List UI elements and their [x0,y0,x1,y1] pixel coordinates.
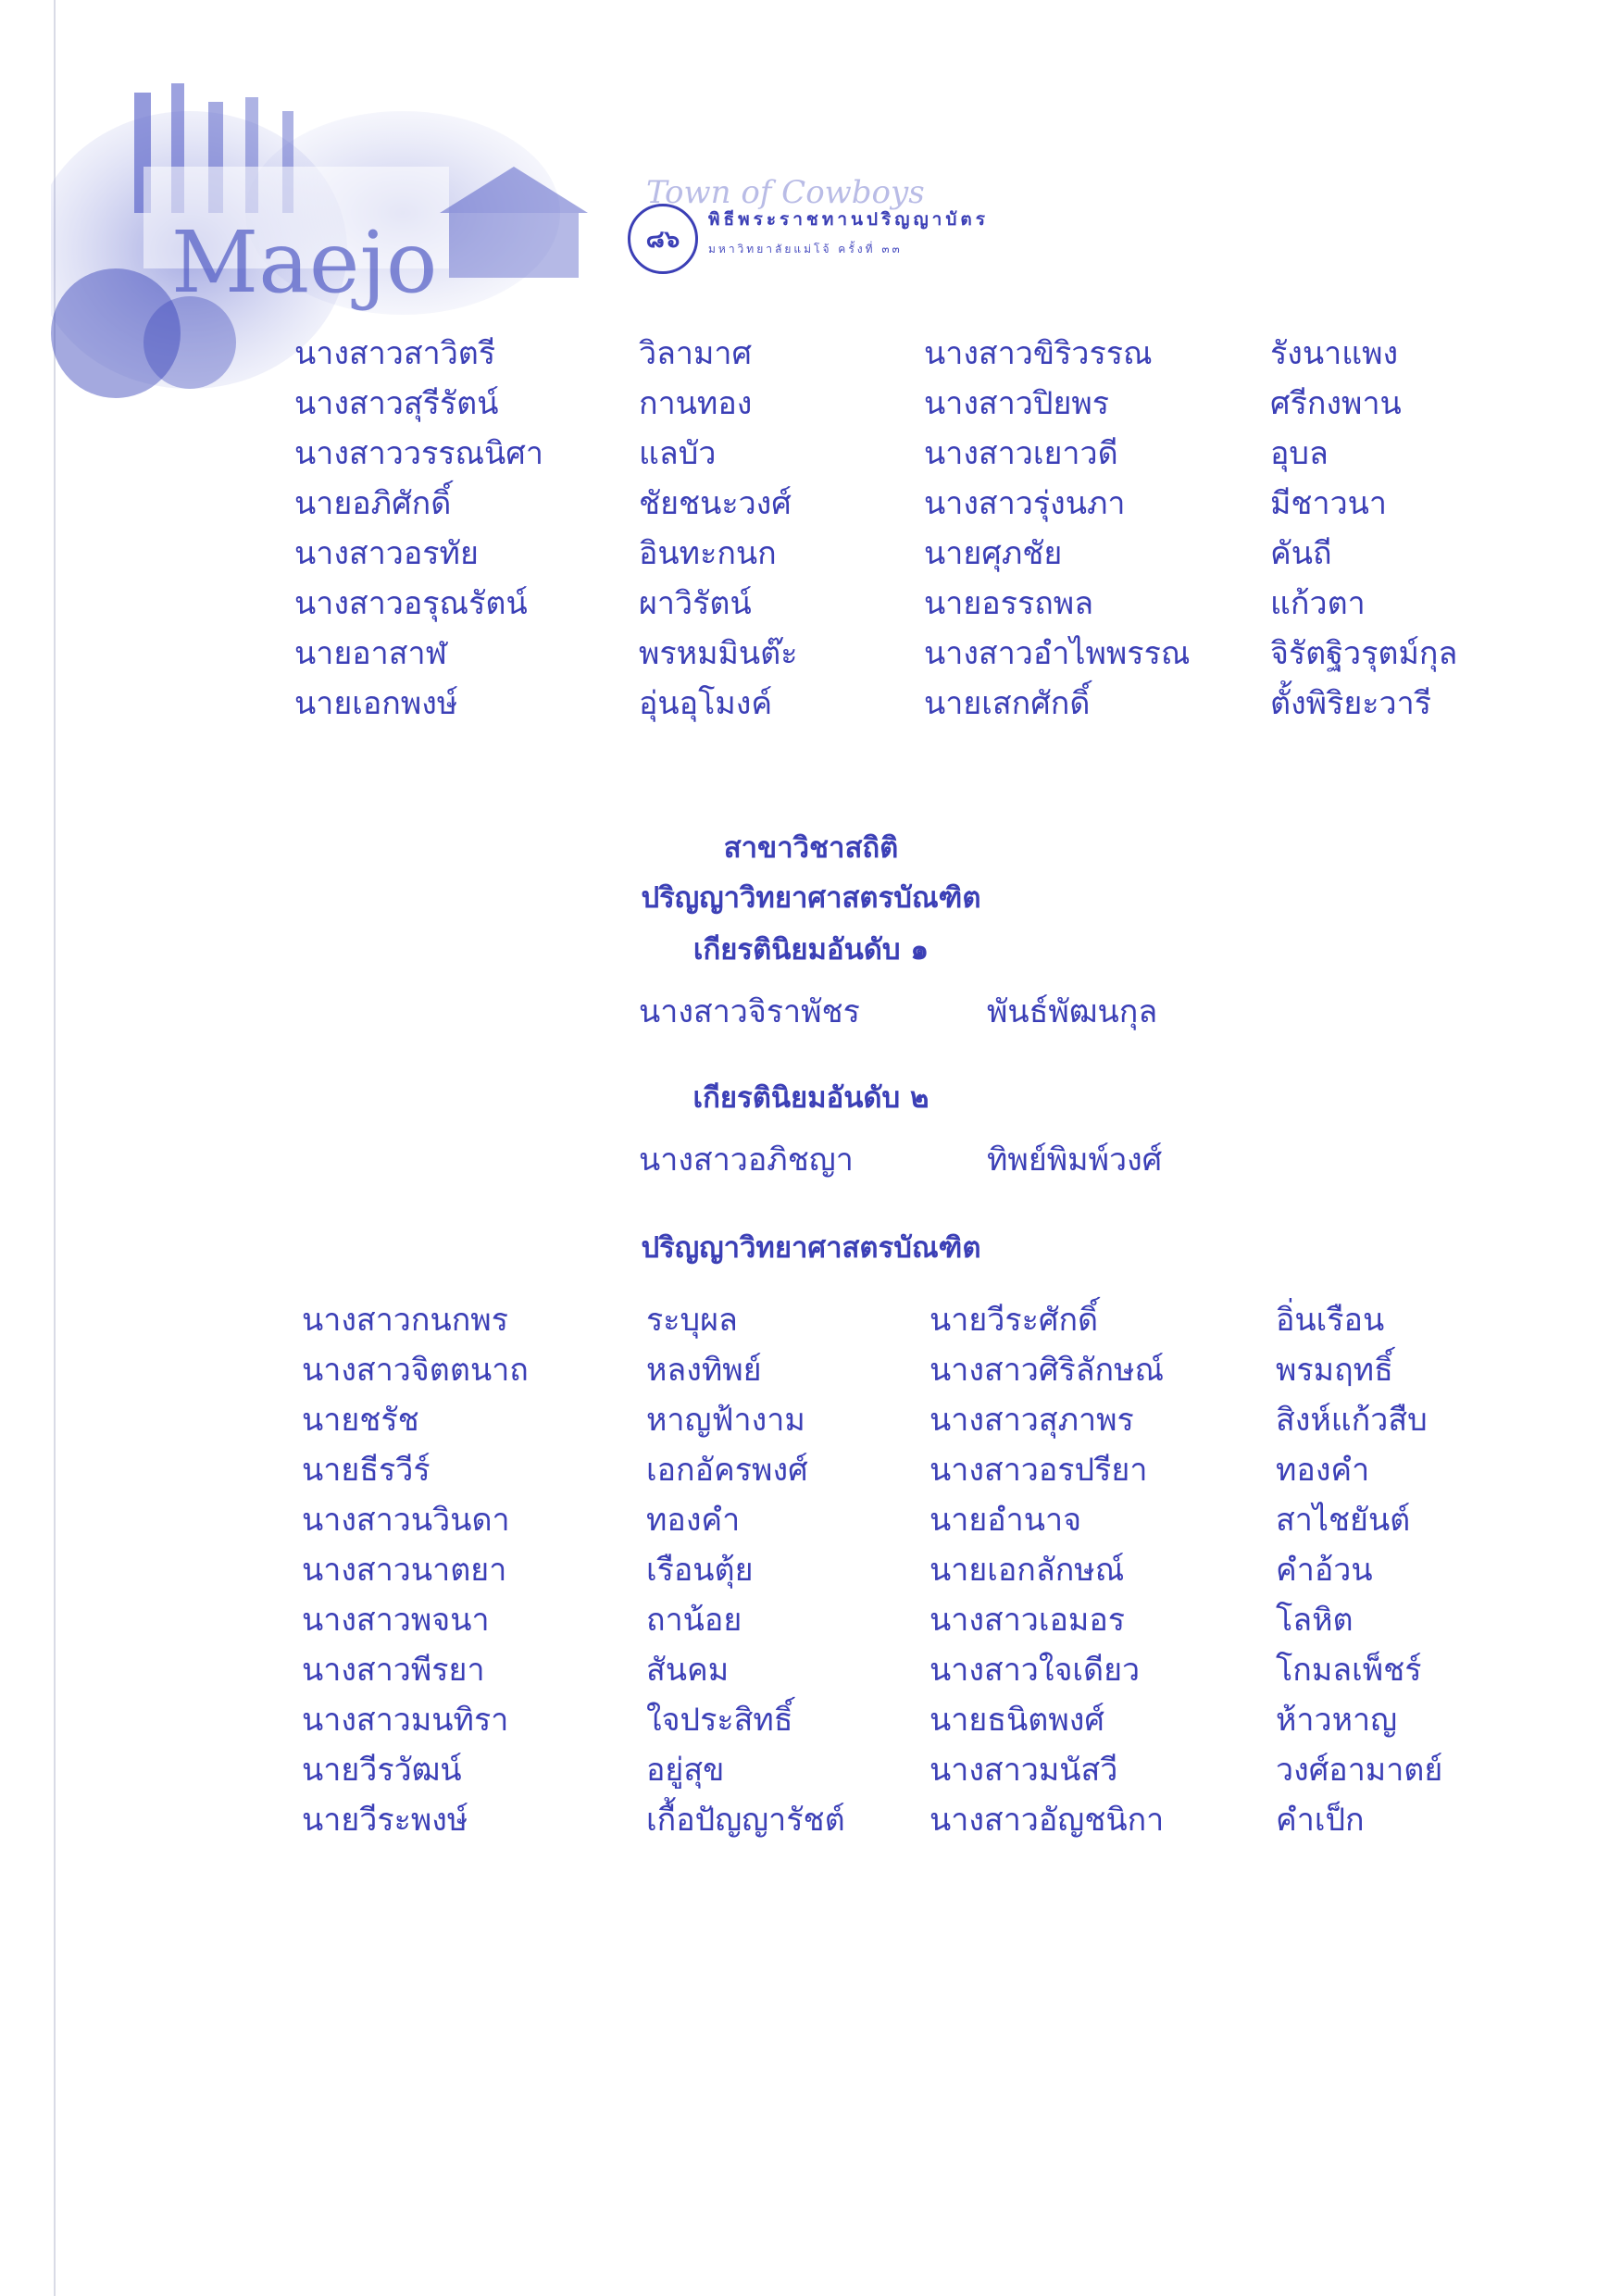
last-name: ตั้งพิริยะวารี [1270,685,1431,722]
first-name: นายวีระพงษ์ [302,1802,468,1839]
first-name: นางสาวรุ่งนภา [924,485,1126,522]
degree-heading: ปริญญาวิทยาศาสตรบัณฑิต [641,881,981,915]
first-name: นางสาวอรุณรัตน์ [294,585,528,622]
first-name: นายวีระศักดิ์ [930,1302,1099,1339]
last-name: มีชาวนา [1270,485,1388,522]
first-name: นางสาวพีรยา [302,1652,485,1689]
first-name: นางสาวเอมอร [930,1602,1126,1639]
honor1-heading: เกียรตินิยมอันดับ ๑ [692,933,930,967]
first-name: นางสาวจิตตนาถ [302,1352,529,1389]
last-name: สาไชยันต์ [1276,1502,1411,1539]
first-name: นางสาวปิยพร [924,385,1110,422]
first-name: นางสาวอัญชนิกา [930,1802,1165,1839]
last-name: สันคม [646,1652,730,1689]
first-name: นางสาวนวินดา [302,1502,510,1539]
last-name: โกมลเพ็ชร์ [1276,1652,1422,1689]
first-name: นายเอกพงษ์ [294,685,458,722]
page-number: ๘๖ [645,225,680,254]
last-name: ใจประสิทธิ์ [646,1702,793,1739]
last-name: คำอ้วน [1276,1552,1373,1589]
first-name: นายเอกลักษณ์ [930,1552,1125,1589]
first-name: นางสาวศิริลักษณ์ [930,1352,1165,1389]
first-name: นายวีรวัฒน์ [302,1752,462,1789]
first-name: นางสาวสุภาพร [930,1402,1134,1439]
first-name: นางสาวสุรีรัตน์ [294,385,499,422]
last-name: หลงทิพย์ [646,1352,762,1389]
last-name: รังนาแพง [1270,335,1399,372]
header-title: พิธีพระราชทานปริญญาบัตร [708,209,989,230]
first-name: นางสาวมนทิรา [302,1702,509,1739]
banner-script-text: Town of Cowboys [646,174,925,211]
honor2-heading: เกียรตินิยมอันดับ ๒ [692,1081,930,1115]
last-name: พรหมมินต๊ะ [639,635,798,672]
first-name: นางสาวอรทัย [294,535,479,572]
last-name: ระบุผล [646,1302,738,1339]
last-name: หาญฟ้างาม [646,1402,805,1439]
last-name: แลบัว [639,435,717,472]
last-name: วงศ์อามาตย์ [1276,1752,1443,1789]
last-name: เอกอัครพงศ์ [646,1452,808,1489]
first-name: นายอำนาจ [930,1502,1082,1539]
first-name: นายศุภชัย [924,535,1063,572]
first-name: นางสาวใจเดียว [930,1652,1141,1689]
last-name: อุบล [1270,435,1329,472]
first-name: นางสาวมนัสวี [930,1752,1118,1789]
honor2-first-name: นางสาวอภิชญา [639,1142,854,1179]
last-name: อินทะกนก [639,535,777,572]
first-name: นางสาวอำไพพรรณ [924,635,1191,672]
first-name: นางสาวเยาวดี [924,435,1118,472]
last-name: แก้วตา [1270,585,1366,622]
last-name: กานทอง [639,385,753,422]
last-name: ถาน้อย [646,1602,742,1639]
first-name: นางสาววรรณนิศา [294,435,543,472]
first-name: นางสาวนาตยา [302,1552,507,1589]
last-name: พรมฤทธิ์ [1276,1352,1393,1389]
first-name: นายอภิศักดิ์ [294,485,452,522]
first-name: นางสาวพจนา [302,1602,490,1639]
honor2-last-name: ทิพย์พิมพ์วงศ์ [987,1142,1163,1179]
page-number-badge [628,204,698,274]
header-subtitle: มหาวิทยาลัยแม่โจ้ ครั้งที่ ๓๓ [708,243,903,256]
first-name: นายอาสาฬ [294,635,447,672]
last-name: ศรีกงพาน [1270,385,1402,422]
first-name: นายธนิตพงศ์ [930,1702,1104,1739]
first-name: นางสาวขิริวรรณ [924,335,1153,372]
last-name: อยู่สุข [646,1752,725,1789]
last-name: ทองคำ [1276,1452,1370,1489]
last-name: วิลามาศ [639,335,753,372]
honor1-first-name: นางสาวจิราพัชร [639,993,860,1030]
last-name: คันถี [1270,535,1332,572]
degree2-heading: ปริญญาวิทยาศาสตรบัณฑิต [641,1231,981,1265]
last-name: อิ่นเรือน [1276,1302,1385,1339]
first-name: นางสาวกนกพร [302,1302,508,1339]
first-name: นายธีรวีร์ [302,1452,430,1489]
last-name: จิรัตฐิวรุตม์กุล [1270,635,1458,672]
first-name: นายเสกศักดิ์ [924,685,1091,722]
first-name: นางสาวอรปรียา [930,1452,1148,1489]
banner-word: Maejo [171,213,438,312]
department-heading: สาขาวิชาสถิติ [723,831,899,865]
first-name: นางสาวสาวิตรี [294,335,496,372]
last-name: ผาวิรัตน์ [639,585,752,622]
last-name: เรือนตุ้ย [646,1552,754,1589]
last-name: ชัยชนะวงศ์ [639,485,792,522]
honor1-last-name: พันธ์พัฒนกุล [987,993,1158,1030]
last-name: ห้าวหาญ [1276,1702,1398,1739]
last-name: คำเป็ก [1276,1802,1365,1839]
page-header [708,206,989,258]
first-name: นายอรรถพล [924,585,1094,622]
first-name: นายชรัช [302,1402,419,1439]
last-name: โลหิต [1276,1602,1354,1639]
last-name: สิงห์แก้วสืบ [1276,1402,1428,1439]
last-name: อุ่นอุโมงค์ [639,685,773,722]
last-name: ทองคำ [646,1502,741,1539]
last-name: เกื้อปัญญารัชต์ [646,1802,845,1839]
